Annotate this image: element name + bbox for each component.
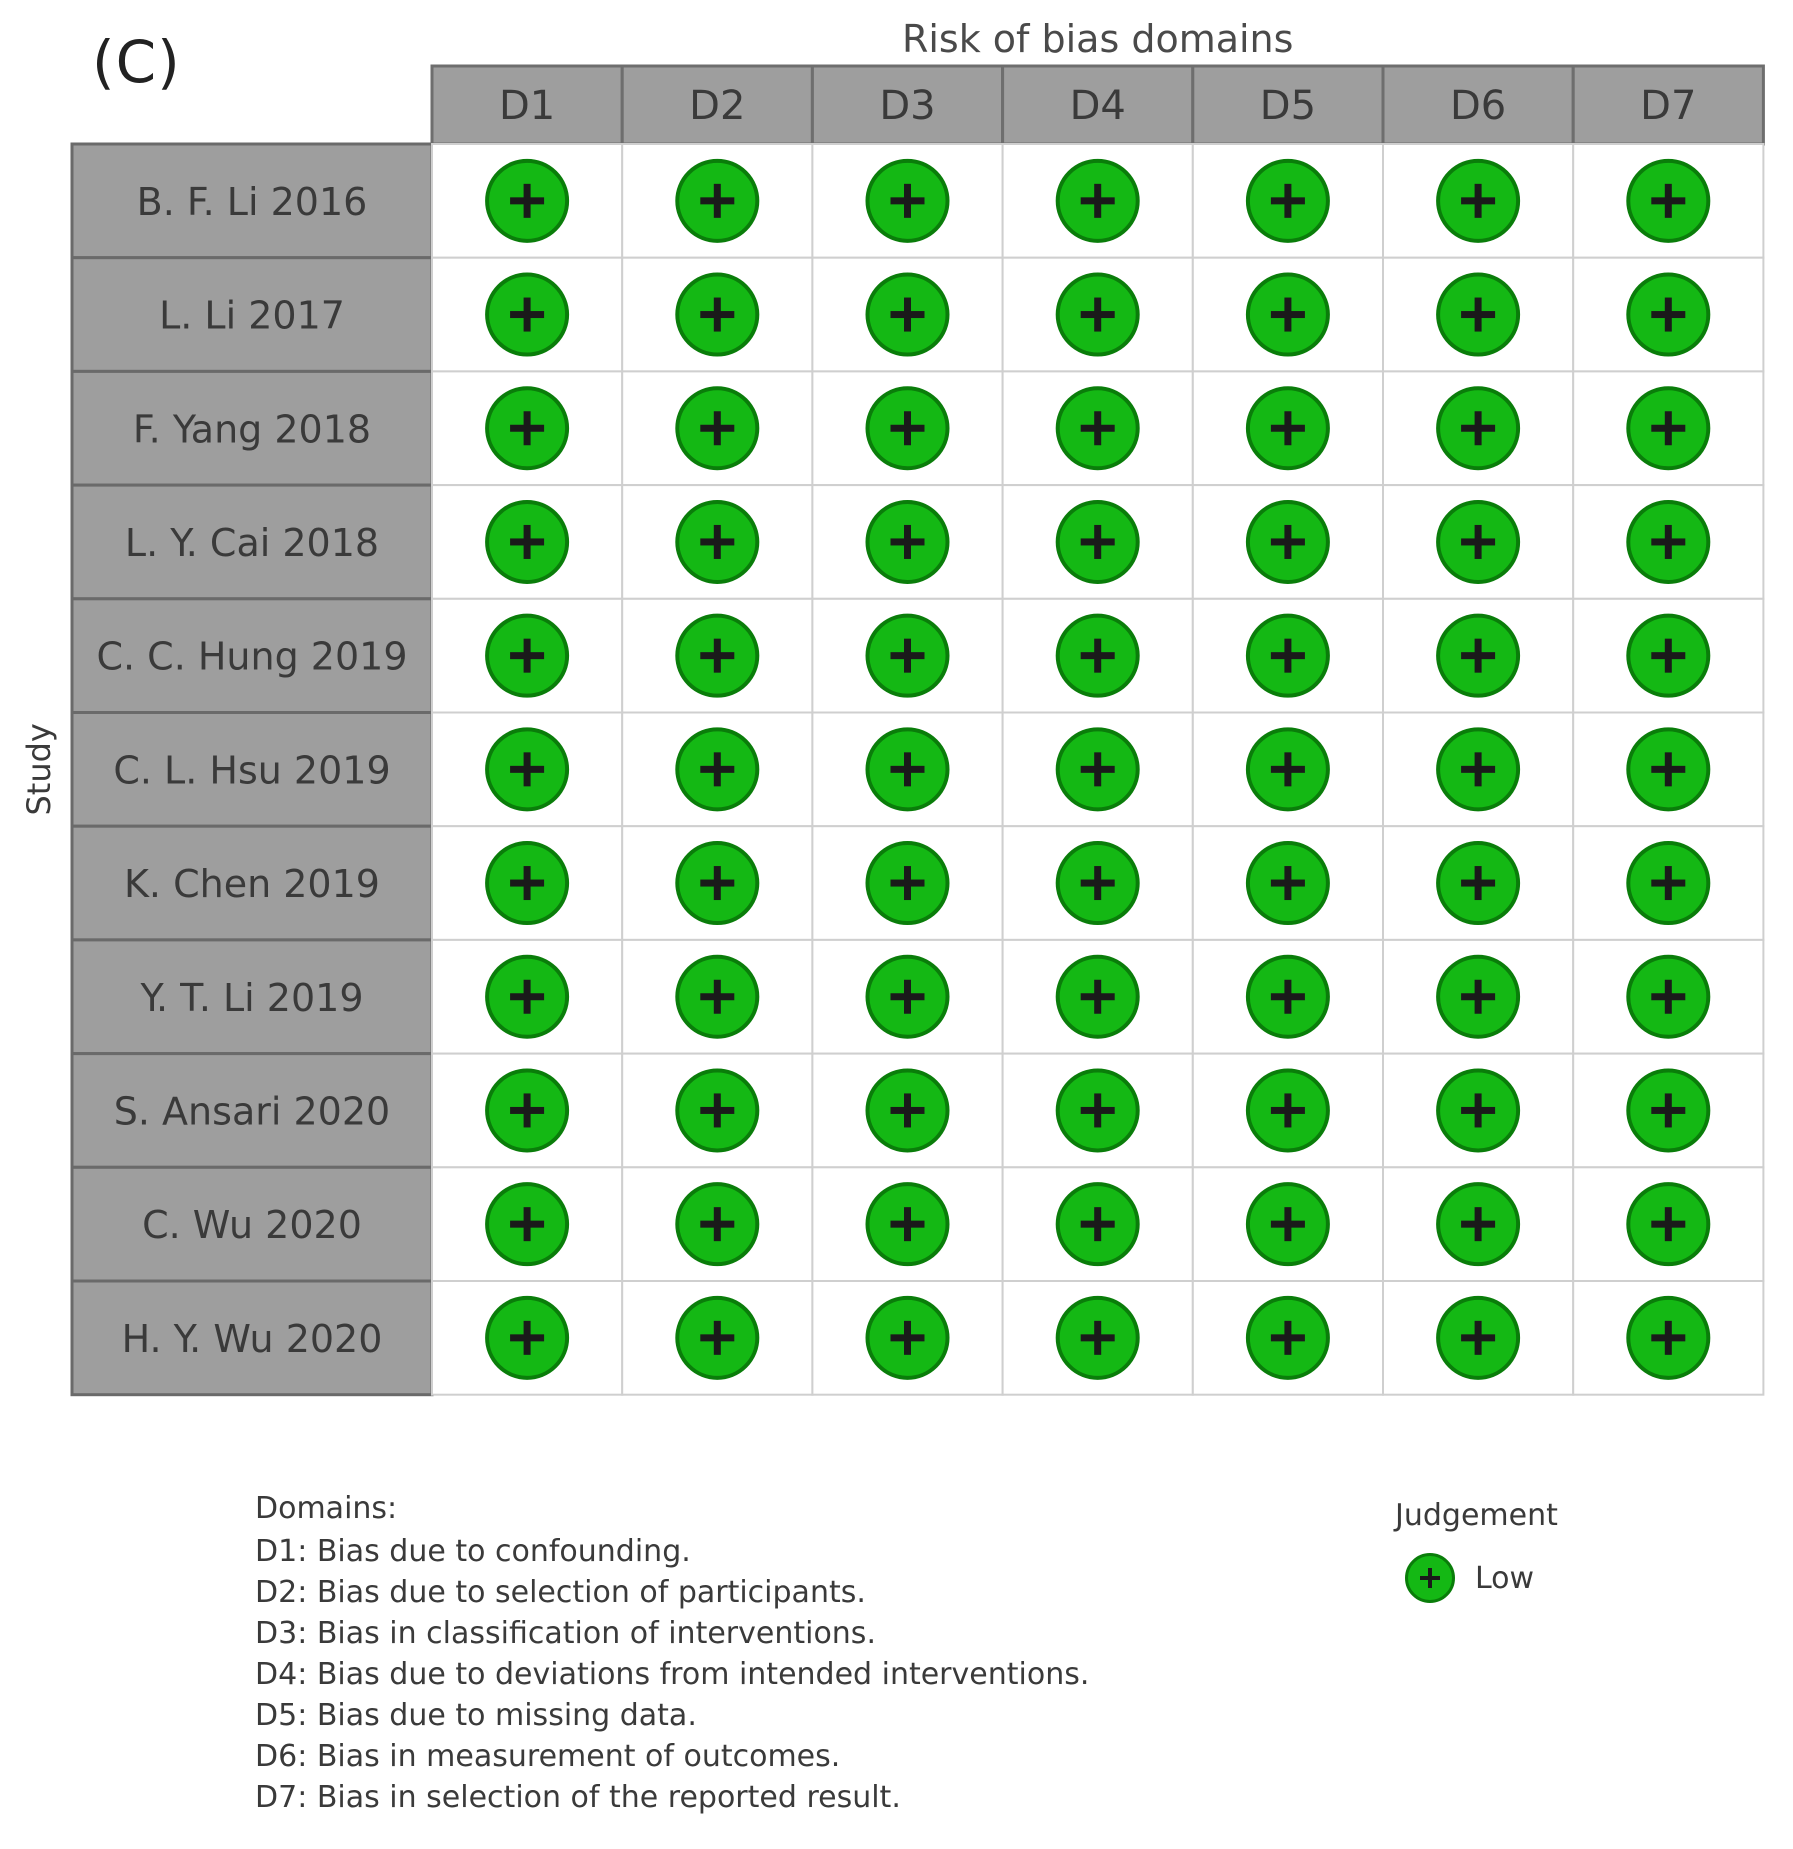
domain-header-label: D2: [689, 83, 746, 129]
plus-icon-vertical: [904, 1207, 911, 1241]
judgement-legend-label: Low: [1475, 1560, 1535, 1596]
domain-header-label: D1: [498, 83, 556, 129]
domain-description-d4: D4: Bias due to deviations from intended interventions.: [255, 1657, 1090, 1692]
plus-icon-vertical: [524, 184, 531, 218]
domains-legend: [255, 1488, 1089, 1818]
plus-icon-vertical: [1284, 1207, 1291, 1241]
plus-icon-vertical: [714, 525, 721, 559]
domain-description-d5: D5: Bias due to missing data.: [255, 1698, 697, 1733]
plus-icon-vertical: [1475, 639, 1482, 673]
plus-icon-vertical: [1665, 525, 1672, 559]
plus-icon-vertical: [904, 1093, 911, 1127]
plus-icon-vertical: [904, 411, 911, 445]
plus-icon-vertical: [904, 980, 911, 1014]
plus-icon-vertical: [1665, 752, 1672, 786]
plus-icon-vertical: [904, 1321, 911, 1355]
plus-icon-vertical: [1094, 1321, 1101, 1355]
plus-icon-vertical: [1475, 525, 1482, 559]
plus-icon-vertical: [1475, 1321, 1482, 1355]
plus-icon-vertical: [714, 639, 721, 673]
plus-icon-vertical: [714, 1093, 721, 1127]
plus-icon-vertical: [1665, 184, 1672, 218]
judgement-legend-title: Judgement: [1395, 1498, 1558, 1533]
plus-icon-vertical: [904, 639, 911, 673]
plus-icon-vertical: [1284, 411, 1291, 445]
study-label: L. Li 2017: [159, 293, 345, 338]
plus-icon-vertical: [904, 525, 911, 559]
plus-icon-vertical: [1094, 184, 1101, 218]
plus-icon-vertical: [1094, 411, 1101, 445]
plus-icon-vertical: [1475, 1093, 1482, 1127]
plus-icon-vertical: [1284, 1093, 1291, 1127]
plus-icon-vertical: [524, 752, 531, 786]
plus-icon-vertical: [1665, 866, 1672, 900]
judgement-legend: [1395, 1498, 1558, 1603]
plus-icon-vertical: [1094, 639, 1101, 673]
plus-icon-vertical: [714, 1321, 721, 1355]
plus-icon-vertical: [714, 298, 721, 332]
plus-icon-vertical: [1475, 752, 1482, 786]
study-label: C. L. Hsu 2019: [113, 748, 391, 793]
plus-icon-vertical: [1094, 298, 1101, 332]
plus-icon-vertical: [1475, 298, 1482, 332]
plus-icon-vertical: [714, 866, 721, 900]
plus-icon-vertical: [1094, 1093, 1101, 1127]
study-label: K. Chen 2019: [124, 862, 380, 907]
plus-icon-vertical: [1094, 980, 1101, 1014]
plus-icon-vertical: [1665, 298, 1672, 332]
panel-label: (C): [92, 28, 181, 96]
plus-icon-vertical: [1665, 411, 1672, 445]
plus-icon-vertical: [524, 1093, 531, 1127]
plus-icon-vertical: [714, 411, 721, 445]
study-label: Y. T. Li 2019: [140, 975, 364, 1020]
plus-icon-vertical: [1284, 1321, 1291, 1355]
study-label: S. Ansari 2020: [113, 1089, 391, 1134]
plus-icon-vertical: [714, 980, 721, 1014]
plus-icon-vertical: [524, 411, 531, 445]
plus-icon-vertical: [1284, 184, 1291, 218]
plus-icon-vertical: [1094, 866, 1101, 900]
plus-icon-vertical: [1284, 866, 1291, 900]
domain-description-d2: D2: Bias due to selection of participants.: [255, 1575, 866, 1610]
study-label: F. Yang 2018: [132, 407, 372, 452]
plus-icon-vertical: [1665, 1321, 1672, 1355]
plus-icon-vertical: [1284, 639, 1291, 673]
plus-icon-vertical: [1094, 525, 1101, 559]
y-axis-label: Study: [20, 723, 58, 816]
plus-icon-vertical: [1284, 525, 1291, 559]
chart-title: Risk of bias domains: [901, 17, 1294, 61]
plus-icon-vertical: [524, 525, 531, 559]
plus-icon-vertical: [524, 639, 531, 673]
plus-icon-vertical: [714, 752, 721, 786]
plus-icon-vertical: [904, 184, 911, 218]
plus-icon-vertical: [1475, 184, 1482, 218]
domain-header-label: D7: [1640, 83, 1697, 129]
plus-icon-vertical: [1475, 980, 1482, 1014]
plus-icon-vertical: [1284, 298, 1291, 332]
plus-icon-vertical: [524, 980, 531, 1014]
plus-icon-vertical: [904, 866, 911, 900]
domain-description-d1: D1: Bias due to confounding.: [255, 1534, 691, 1569]
domain-description-d7: D7: Bias in selection of the reported result.: [255, 1780, 901, 1815]
plus-icon-vertical: [904, 298, 911, 332]
low-risk-plus-icon: [1405, 1553, 1455, 1603]
plus-icon-vertical: [1094, 752, 1101, 786]
domain-header-label: D5: [1259, 83, 1317, 129]
plus-icon-vertical: [714, 1207, 721, 1241]
plus-icon-vertical: [524, 1321, 531, 1355]
plus-icon-vertical: [1665, 639, 1672, 673]
study-label: L. Y. Cai 2018: [124, 520, 380, 565]
study-label: C. Wu 2020: [142, 1203, 362, 1248]
plus-icon-vertical: [524, 866, 531, 900]
plus-icon-vertical: [1665, 980, 1672, 1014]
plus-icon-vertical: [1475, 866, 1482, 900]
domain-header-label: D6: [1449, 83, 1507, 129]
study-label: C. C. Hung 2019: [96, 634, 408, 679]
study-label: B. F. Li 2016: [136, 179, 368, 224]
plus-icon-vertical: [1665, 1207, 1672, 1241]
domain-header-label: D3: [879, 83, 936, 129]
domain-description-d3: D3: Bias in classification of interventions.: [255, 1616, 876, 1651]
plus-icon-vertical: [1665, 1093, 1672, 1127]
judgement-legend-item-low: [1405, 1553, 1558, 1603]
study-label: H. Y. Wu 2020: [121, 1316, 383, 1361]
plus-icon-vertical: [714, 184, 721, 218]
plus-icon-vertical: [524, 298, 531, 332]
plus-icon-vertical: [1284, 752, 1291, 786]
domain-header-label: D4: [1069, 83, 1126, 129]
plus-icon-vertical: [904, 752, 911, 786]
plus-icon-vertical: [1475, 411, 1482, 445]
domain-description-d6: D6: Bias in measurement of outcomes.: [255, 1739, 841, 1774]
domains-legend-title: Domains:: [255, 1491, 398, 1526]
plus-icon-vertical: [524, 1207, 531, 1241]
plus-icon-vertical: [1475, 1207, 1482, 1241]
plus-icon-vertical: [1284, 980, 1291, 1014]
plus-icon-vertical: [1094, 1207, 1101, 1241]
